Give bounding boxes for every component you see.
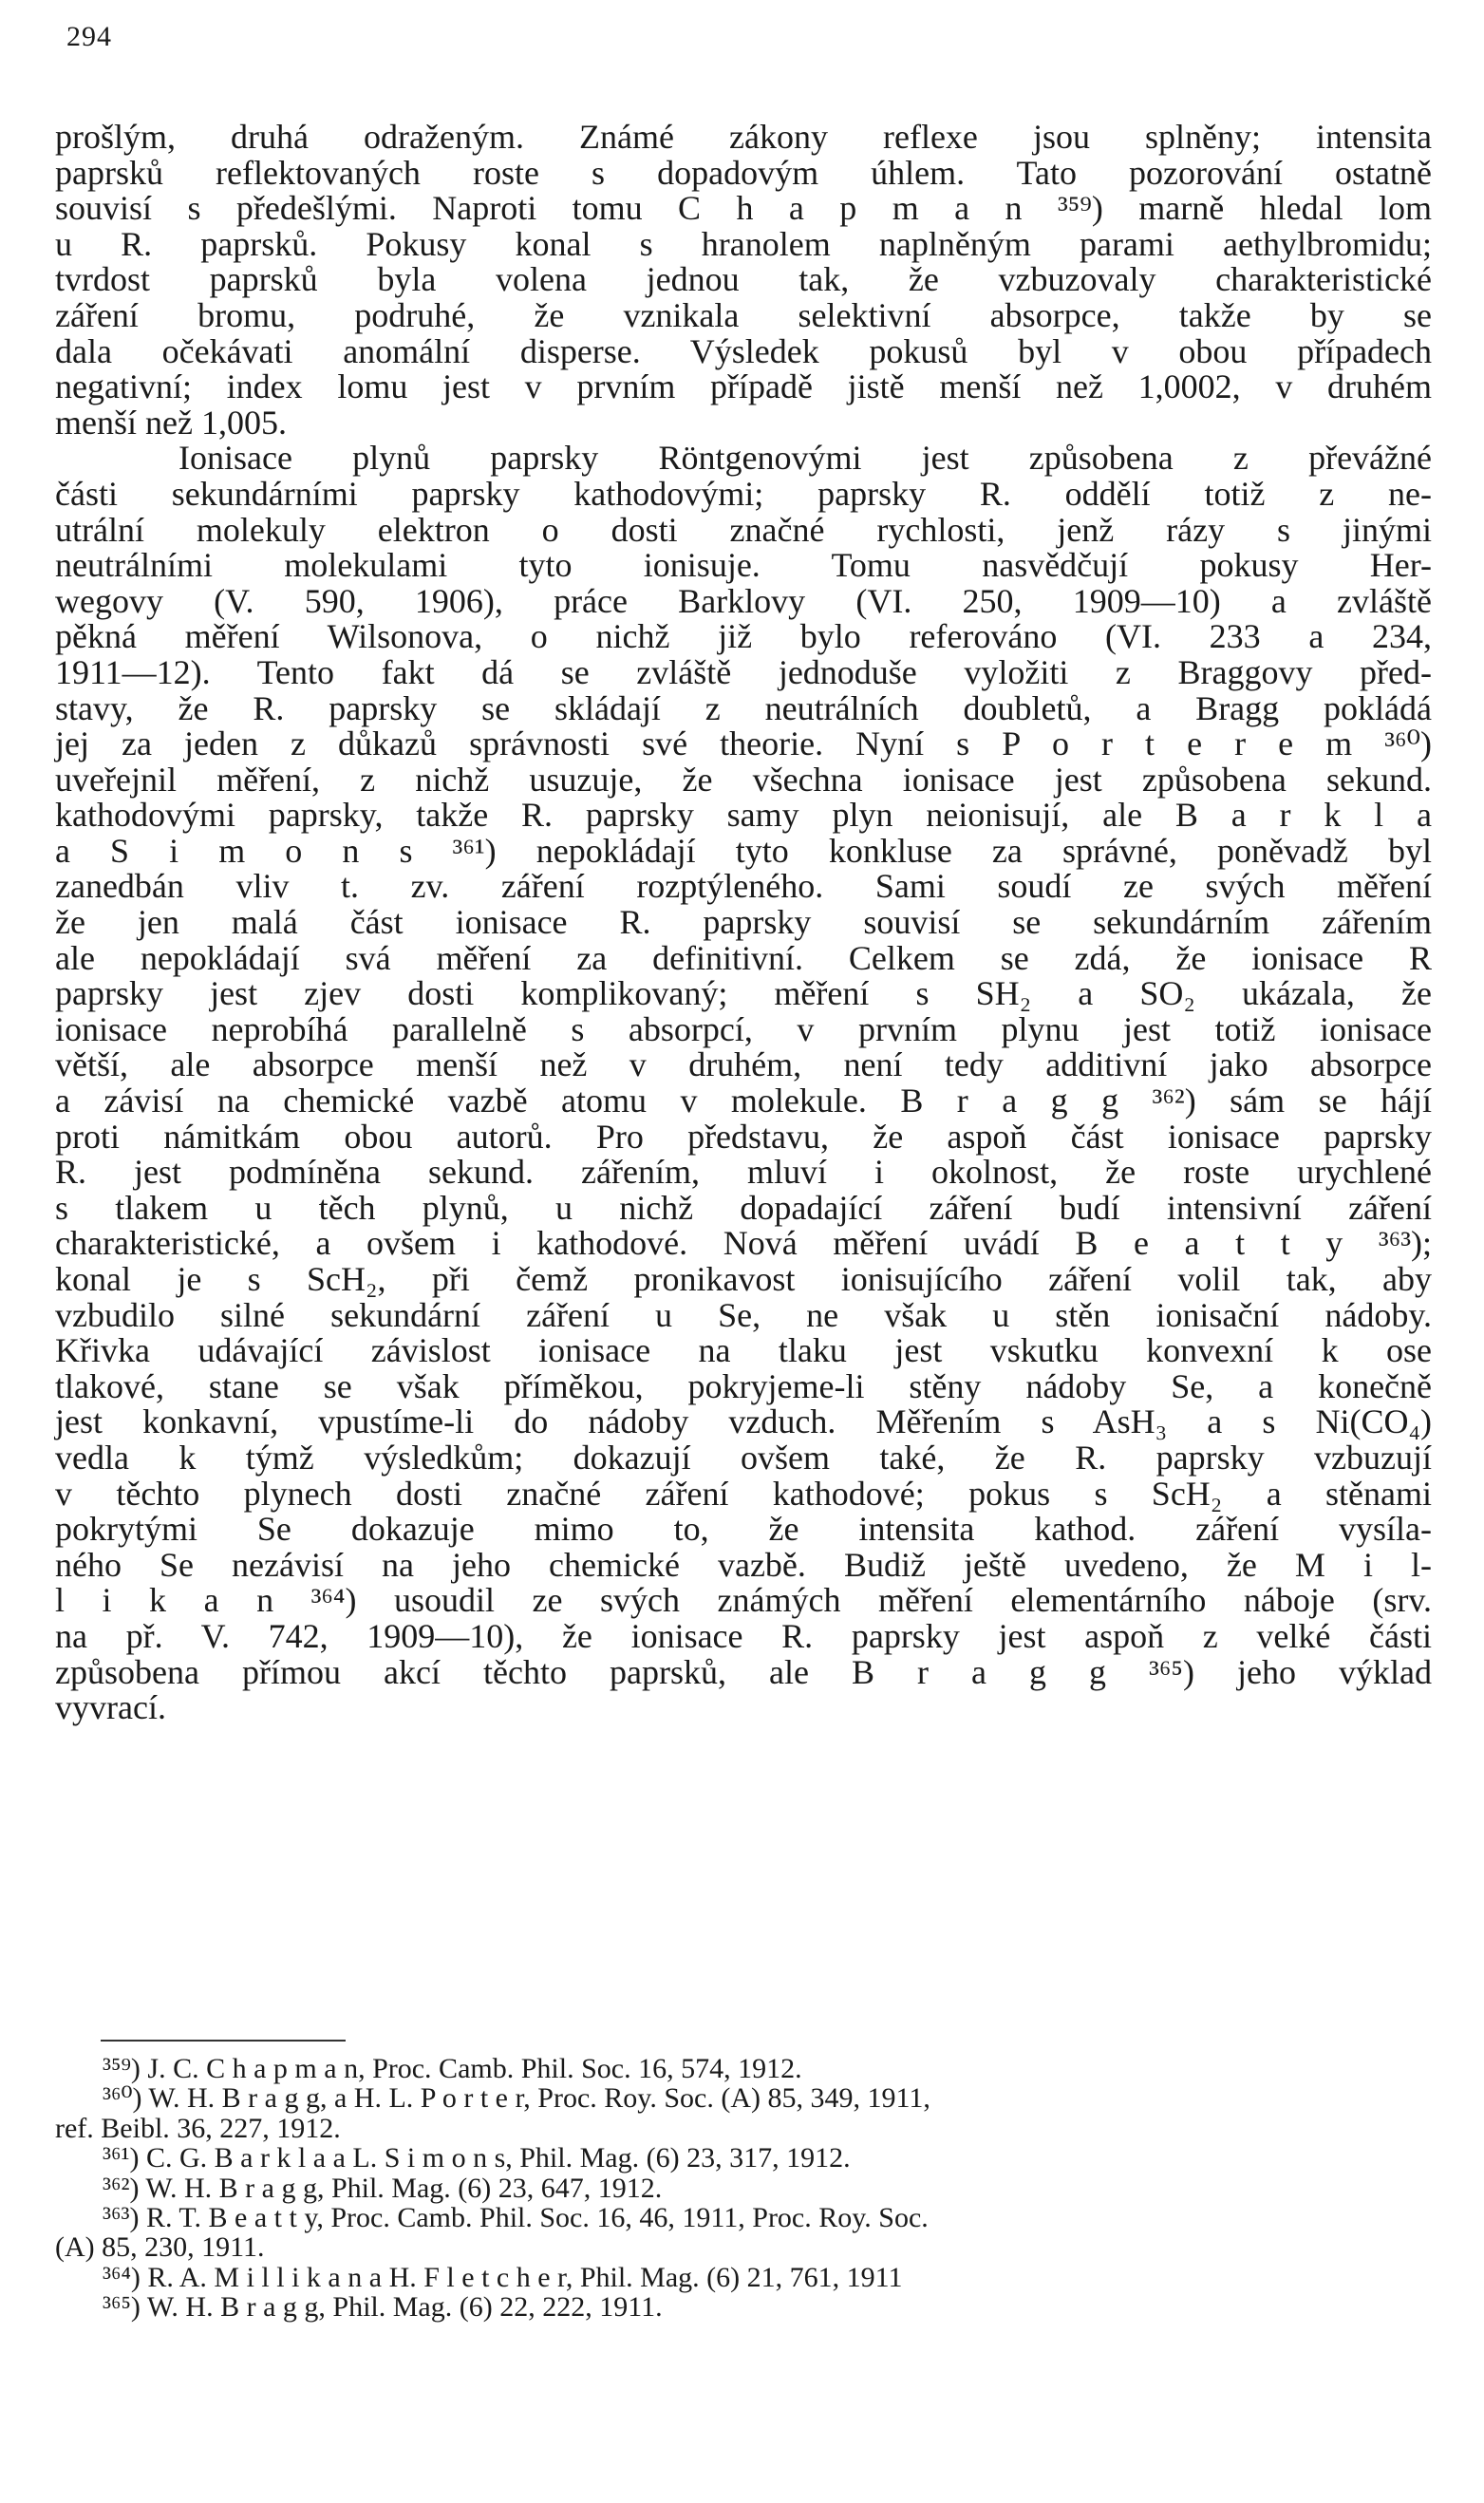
- text-line: paprsky jest zjev dosti komplikovaný; měření s SH₂ a SO₂ ukázala, že: [55, 974, 1432, 1013]
- text-line: prošlým, druhá odraženým. Známé zákony reflexe jsou splněny; intensita: [55, 118, 1432, 156]
- footnote-359: ³⁵⁹) J. C. C h a p m a n, Proc. Camb. Phil. Soc. 16, 574, 1912.: [103, 2053, 802, 2084]
- text-line: kathodovými paprsky, takže R. paprsky samy plyn neionisují, ale B a r k l a: [55, 796, 1432, 835]
- text-line: s tlakem u těch plynů, u nichž dopadající záření budí intensivní záření: [55, 1188, 1432, 1227]
- footnote-361: ³⁶¹) C. G. B a r k l a a L. S i m o n s, Phil. Mag. (6) 23, 317, 1912.: [103, 2142, 851, 2174]
- text-line: neutrálními molekulami tyto ionisuje. Tomu nasvědčují pokusy Her-: [55, 546, 1432, 585]
- text-line: R. jest podmíněna sekund. zářením, mluví i okolnost, že roste urychlené: [55, 1153, 1432, 1192]
- text-line: souvisí s předešlými. Naproti tomu C h a p m a n ³⁵⁹) marně hledal lom: [55, 189, 1432, 228]
- text-line: vedla k týmž výsledkům; dokazují ovšem také, že R. paprsky vzbuzují: [55, 1438, 1432, 1477]
- text-line: tvrdost paprsků byla volena jednou tak, že vzbuzovaly charakteristické: [55, 260, 1432, 299]
- text-line: paprsků reflektovaných roste s dopadovým úhlem. Tato pozorování ostatně: [55, 153, 1432, 192]
- text-line: záření bromu, podruhé, že vznikala selektivní absorpce, takže by se: [55, 295, 1432, 334]
- text-line: vzbudilo silné sekundární záření u Se, ne však u stěn ionisační nádoby.: [55, 1295, 1432, 1334]
- text-line: pěkná měření Wilsonova, o nichž již bylo referováno (VI. 233 a 234,: [55, 617, 1432, 656]
- text-line: na př. V. 742, 1909—10), že ionisace R. paprsky jest aspoň z velké části: [55, 1616, 1432, 1655]
- paragraph-end-line: menší než 1,005.: [55, 403, 287, 442]
- page-number: 294: [66, 21, 112, 52]
- text-line: negativní; index lomu jest v prvním případě jistě menší než 1,0002, v druhém: [55, 367, 1432, 406]
- paragraph-start-line: Ionisace plynů paprsky Röntgenovými jest způsobena z převážné: [178, 439, 1432, 478]
- text-line: tlakové, stane se však příměkou, pokryjeme-li stěny nádoby Se, a konečně: [55, 1366, 1432, 1405]
- text-line: proti námitkám obou autorů. Pro představu, že aspoň část ionisace paprsky: [55, 1117, 1432, 1156]
- text-line: charakteristické, a ovšem i kathodové. Nová měření uvádí B e a t t y ³⁶³);: [55, 1224, 1432, 1263]
- text-line: že jen malá část ionisace R. paprsky souvisí se sekundárním zářením: [55, 903, 1432, 942]
- text-line: u R. paprsků. Pokusy konal s hranolem naplněným parami aethylbromidu;: [55, 224, 1432, 263]
- text-line: pokrytými Se dokazuje mimo to, že intensita kathod. záření vysíla-: [55, 1510, 1432, 1549]
- text-line: ného Se nezávisí na jeho chemické vazbě. Budiž ještě uvedeno, že M i l-: [55, 1545, 1432, 1584]
- footnote-362: ³⁶²) W. H. B r a g g, Phil. Mag. (6) 23, 647, 1912.: [103, 2172, 663, 2204]
- text-line: a S i m o n s ³⁶¹) nepokládají tyto konkluse za správné, poněvadž byl: [55, 831, 1432, 870]
- text-line: a závisí na chemické vazbě atomu v molekule. B r a g g ³⁶²) sám se hájí: [55, 1082, 1432, 1120]
- text-line: l i k a n ³⁶⁴) usoudil ze svých známých měření elementárního náboje (srv.: [55, 1581, 1432, 1620]
- footnote-363: ³⁶³) R. T. B e a t t y, Proc. Camb. Phil. Soc. 16, 46, 1911, Proc. Roy. Soc.: [103, 2201, 929, 2233]
- footnote-360: ³⁶⁰) W. H. B r a g g, a H. L. P o r t e r, Proc. Roy. Soc. (A) 85, 349, 1911,: [103, 2082, 930, 2115]
- footnote-separator: [101, 2040, 346, 2042]
- text-line: způsobena přímou akcí těchto paprsků, ale B r a g g ³⁶⁵) jeho výklad: [55, 1652, 1432, 1691]
- text-line: v těchto plynech dosti značné záření kathodové; pokus s ScH₂ a stěnami: [55, 1474, 1432, 1513]
- text-line: utrální molekuly elektron o dosti značné rychlosti, jenž rázy s jinými: [55, 510, 1432, 549]
- footnotes: [55, 2054, 1432, 2323]
- text-line: jej za jeden z důkazů správnosti své theorie. Nyní s P o r t e r e m ³⁶⁰): [55, 725, 1432, 763]
- footnote-365: ³⁶⁵) W. H. B r a g g, Phil. Mag. (6) 22, 222, 1911.: [103, 2291, 663, 2324]
- text-line: větší, ale absorpce menší než v druhém, není tedy additivní jako absorpce: [55, 1045, 1432, 1084]
- text-line: stavy, že R. paprsky se skládají z neutrálních doubletů, a Bragg pokládá: [55, 688, 1432, 727]
- text-line: wegovy (V. 590, 1906), práce Barklovy (VI. 250, 1909—10) a zvláště: [55, 581, 1432, 620]
- paragraph-end-line: vyvrací.: [55, 1688, 166, 1727]
- text-line: uveřejnil měření, z nichž usuzuje, že všechna ionisace jest způsobena sekund.: [55, 760, 1432, 799]
- text-line: ionisace neprobíhá parallelně s absorpcí, v prvním plynu jest totiž ionisace: [55, 1009, 1432, 1048]
- text-line: jest konkavní, vpustíme-li do nádoby vzduch. Měřením s AsH₃ a s Ni(CO₄): [55, 1402, 1432, 1441]
- text-line: zanedbán vliv t. zv. záření rozptýleného. Sami soudí ze svých měření: [55, 867, 1432, 906]
- text-line: Křivka udávající závislost ionisace na tlaku jest vskutku konvexní k ose: [55, 1331, 1432, 1370]
- body-text: [55, 120, 1432, 1726]
- text-line: ale nepokládají svá měření za definitivní. Celkem se zdá, že ionisace R: [55, 938, 1432, 977]
- text-line: části sekundárními paprsky kathodovými; paprsky R. oddělí totiž z ne-: [55, 474, 1432, 513]
- text-line: dala očekávati anomální disperse. Výsledek pokusů byl v obou případech: [55, 331, 1432, 370]
- text-line: 1911—12). Tento fakt dá se zvláště jednoduše vyložiti z Braggovy před-: [55, 652, 1432, 691]
- text-line: konal je s ScH₂, při čemž pronikavost ionisujícího záření volil tak, aby: [55, 1260, 1432, 1298]
- footnote-364: ³⁶⁴) R. A. M i l l i k a n a H. F l e t c h e r, Phil. Mag. (6) 21, 761, 1911: [103, 2261, 903, 2293]
- footnote-363-continued: (A) 85, 230, 1911.: [55, 2231, 265, 2264]
- footnote-360-continued: ref. Beibl. 36, 227, 1912.: [55, 2112, 341, 2144]
